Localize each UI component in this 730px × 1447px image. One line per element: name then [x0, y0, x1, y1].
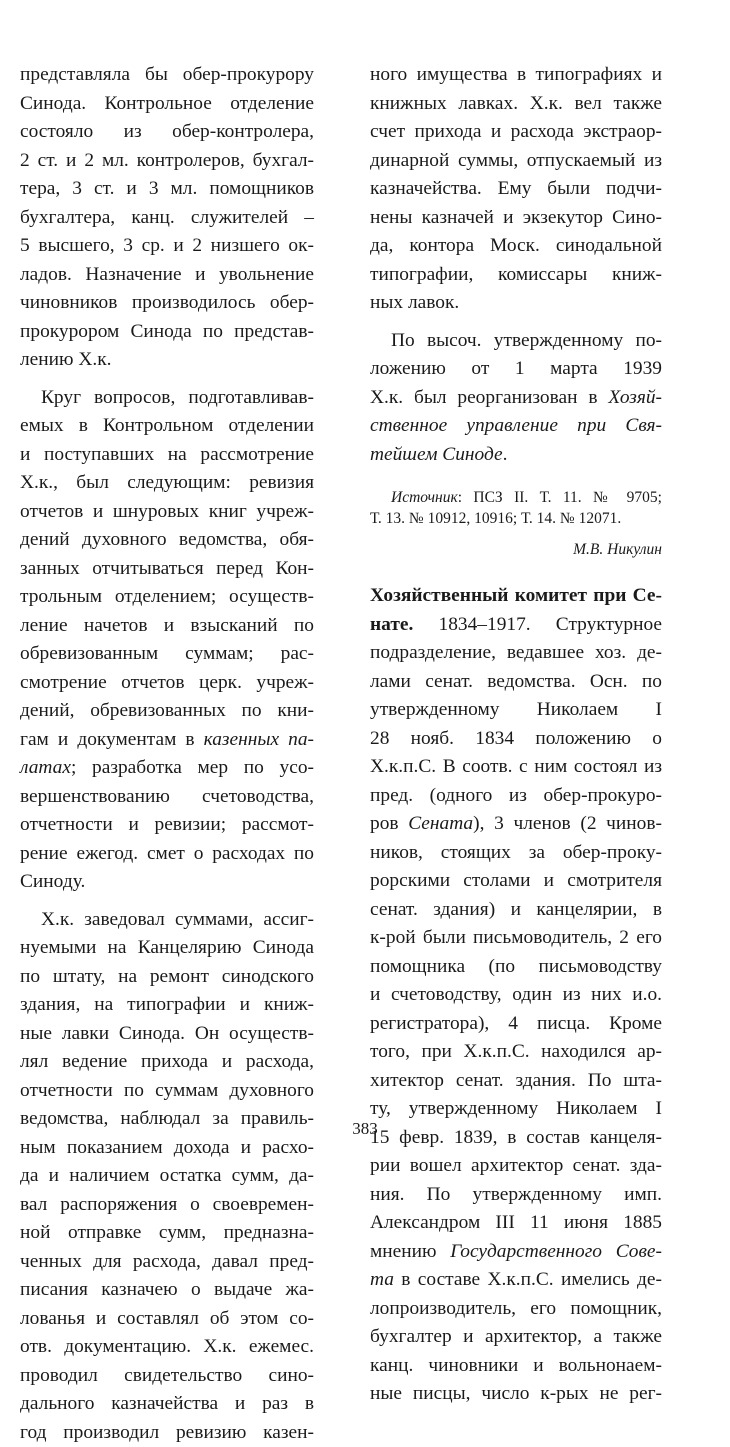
text-fragment: : ПСЗ II. Т. 11. № 9705; — [458, 489, 662, 506]
text-line: Круг вопросов, подготавливав- — [20, 384, 314, 413]
paragraph-duties — [20, 906, 314, 1447]
text-line: рение ежегод. смет о расходах по — [20, 840, 314, 869]
cross-reference: та — [370, 1269, 394, 1290]
text-line: отв. документацию. Х.к. ежемес. — [20, 1333, 314, 1362]
text-fragment: . — [503, 444, 508, 465]
text-line: рорскими столами и смотрителя — [370, 867, 662, 896]
text-line: ные лавки Синода. Он осуществ- — [20, 1020, 314, 1049]
entry-article — [370, 582, 662, 1409]
text-line: представляла бы обер-прокурору — [20, 61, 314, 90]
text-line: Т. 13. № 10912, 10916; Т. 14. № 12071. — [370, 508, 662, 529]
source-note — [370, 487, 662, 529]
text-line: и счетоводству, один из них и.о. — [370, 981, 662, 1010]
text-line: ного имущества в типографиях и — [370, 61, 662, 90]
text-line: ников, стоящих за обер-проку- — [370, 839, 662, 868]
text-line: смотрение отчетов церк. учреж- — [20, 669, 314, 698]
text-line: Синоду. — [20, 868, 314, 897]
cross-reference: тейшем Синоде — [370, 444, 503, 465]
text-line — [370, 1266, 662, 1295]
text-line: к-рой были письмоводитель, 2 его — [370, 924, 662, 953]
text-line: Х.к. заведовал суммами, ассиг- — [20, 906, 314, 935]
cross-reference: Государственного Сове- — [450, 1241, 662, 1262]
source-label: Источник — [391, 489, 458, 506]
text-line: нуемыми на Канцелярию Синода — [20, 934, 314, 963]
text-line: Александром III 11 июня 1885 — [370, 1209, 662, 1238]
text-line: дений, обревизованных по кни- — [20, 697, 314, 726]
paragraph-scope — [20, 384, 314, 897]
text-line: отчетности по суммам духовного — [20, 1077, 314, 1106]
text-line: ведомства, наблюдал за правиль- — [20, 1105, 314, 1134]
text-fragment: в составе Х.к.п.С. имелись де- — [394, 1269, 662, 1290]
text-line — [370, 412, 662, 441]
text-line: 2 ст. и 2 мл. контролеров, бухгал- — [20, 147, 314, 176]
text-line: по штату, на ремонт синодского — [20, 963, 314, 992]
text-line: лами сенат. ведомства. Осн. по — [370, 668, 662, 697]
text-line: лованья и составлял об этом со- — [20, 1305, 314, 1334]
text-line: чиновников производилось обер- — [20, 289, 314, 318]
text-line — [370, 582, 662, 611]
text-line — [20, 754, 314, 783]
paragraph-reorganization — [370, 327, 662, 470]
text-line: ной отправке сумм, предназна- — [20, 1219, 314, 1248]
text-line: канц. чиновники и вольнонаем- — [370, 1352, 662, 1381]
text-line: сенат. здания) и канцелярии, в — [370, 896, 662, 925]
text-line: отчетности и ревизии; рассмот- — [20, 811, 314, 840]
text-fragment: Х.к. был реорганизован в — [370, 387, 608, 408]
text-line: отчетов и шнуровых книг учреж- — [20, 498, 314, 527]
entry-headword: Хозяйственный комитет при Се- — [370, 585, 662, 606]
page-number: 383 — [0, 1118, 730, 1140]
text-line: регистратора), 4 писца. Кроме — [370, 1010, 662, 1039]
text-fragment: ), 3 членов (2 чинов- — [473, 813, 662, 834]
cross-reference: казенных па- — [204, 729, 314, 750]
text-line — [370, 810, 662, 839]
text-line: да, контора Моск. синодальной — [370, 232, 662, 261]
text-line — [370, 1238, 662, 1267]
text-line: 15 февр. 1839, в состав канцеля- — [370, 1124, 662, 1153]
text-line: 28 нояб. 1834 положению о — [370, 725, 662, 754]
text-line: ту, утвержденному Николаем I — [370, 1095, 662, 1124]
text-line: ление начетов и взысканий по — [20, 612, 314, 641]
text-line — [370, 611, 662, 640]
text-line: ных лавок. — [370, 289, 662, 318]
text-line: ные писцы, число к-рых не рег- — [370, 1380, 662, 1409]
text-line: хитектор сенат. здания. По шта- — [370, 1067, 662, 1096]
author-signature: М.В. Никулин — [370, 539, 662, 560]
text-line: год производил ревизию казен- — [20, 1419, 314, 1447]
text-line: лению Х.к. — [20, 346, 314, 375]
text-line — [370, 487, 662, 508]
text-line: казначейства. Ему были подчи- — [370, 175, 662, 204]
text-line: лопроизводитель, его помощник, — [370, 1295, 662, 1324]
text-line: утвержденному Николаем I — [370, 696, 662, 725]
text-fragment: 1834–1917. Структурное — [413, 614, 662, 635]
text-line: да и наличием остатка сумм, да- — [20, 1162, 314, 1191]
text-line: вершенствованию счетоводства, — [20, 783, 314, 812]
cross-reference: латах — [20, 757, 71, 778]
entry-headword: нате. — [370, 614, 413, 635]
cross-reference: Сената — [408, 813, 473, 834]
text-line: вал распоряжения о своевремен- — [20, 1191, 314, 1220]
text-line: того, при Х.к.п.С. находился ар- — [370, 1038, 662, 1067]
text-fragment: мнению — [370, 1241, 450, 1262]
paragraph-continuation — [20, 61, 314, 375]
text-line: дального казначейства и раз в — [20, 1390, 314, 1419]
text-line: бухгалтер и архитектор, а также — [370, 1323, 662, 1352]
text-line: состояло из обер-контролера, — [20, 118, 314, 147]
text-line: Синода. Контрольное отделение — [20, 90, 314, 119]
text-line: нены казначей и экзекутор Сино- — [370, 204, 662, 233]
text-line: здания, на типографии и книж- — [20, 991, 314, 1020]
text-line: Х.к.п.С. В соотв. с ним состоял из — [370, 753, 662, 782]
text-line: книжных лавках. Х.к. вел также — [370, 90, 662, 119]
text-line: ладов. Назначение и увольнение — [20, 261, 314, 290]
text-line: бухгалтера, канц. служителей – — [20, 204, 314, 233]
text-fragment: ; разработка мер по усо- — [71, 757, 314, 778]
left-column — [20, 61, 314, 1447]
text-line: писания казначею о выдаче жа- — [20, 1276, 314, 1305]
text-line — [370, 384, 662, 413]
text-fragment: ров — [370, 813, 408, 834]
text-line: ложению от 1 марта 1939 — [370, 355, 662, 384]
cross-reference: ственное управление при Свя- — [370, 415, 662, 436]
text-line: тера, 3 ст. и 3 мл. помощников — [20, 175, 314, 204]
text-line: По высоч. утвержденному по- — [370, 327, 662, 356]
right-column — [370, 61, 662, 1409]
text-line: типографии, комиссары книж- — [370, 261, 662, 290]
text-line: трольным отделением; осуществ- — [20, 583, 314, 612]
text-line — [20, 726, 314, 755]
text-line: подразделение, ведавшее хоз. де- — [370, 639, 662, 668]
text-line: прокурором Синода по представ- — [20, 318, 314, 347]
paragraph-continuation — [370, 61, 662, 318]
text-line: ченных для расхода, давал пред- — [20, 1248, 314, 1277]
text-line — [370, 441, 662, 470]
text-line: 5 высшего, 3 ср. и 2 низшего ок- — [20, 232, 314, 261]
text-line: Х.к., был следующим: ревизия — [20, 469, 314, 498]
text-line: рии вошел архитектор сенат. зда- — [370, 1152, 662, 1181]
text-line: проводил свидетельство сино- — [20, 1362, 314, 1391]
text-line: дений духовного ведомства, обя- — [20, 526, 314, 555]
text-line: пред. (одного из обер-прокуро- — [370, 782, 662, 811]
text-line: и поступавших на рассмотрение — [20, 441, 314, 470]
text-line: динарной суммы, отпускаемый из — [370, 147, 662, 176]
text-line: ния. По утвержденному имп. — [370, 1181, 662, 1210]
text-fragment: гам и документам в — [20, 729, 204, 750]
text-line: ным показанием дохода и расхо- — [20, 1134, 314, 1163]
text-line: занных отчитываться перед Кон- — [20, 555, 314, 584]
cross-reference: Хозяй- — [608, 387, 662, 408]
text-line: помощника (по письмоводству — [370, 953, 662, 982]
text-line: счет прихода и расхода экстраор- — [370, 118, 662, 147]
text-line: обревизованным суммам; рас- — [20, 640, 314, 669]
text-line: емых в Контрольном отделении — [20, 412, 314, 441]
text-line: лял ведение прихода и расхода, — [20, 1048, 314, 1077]
